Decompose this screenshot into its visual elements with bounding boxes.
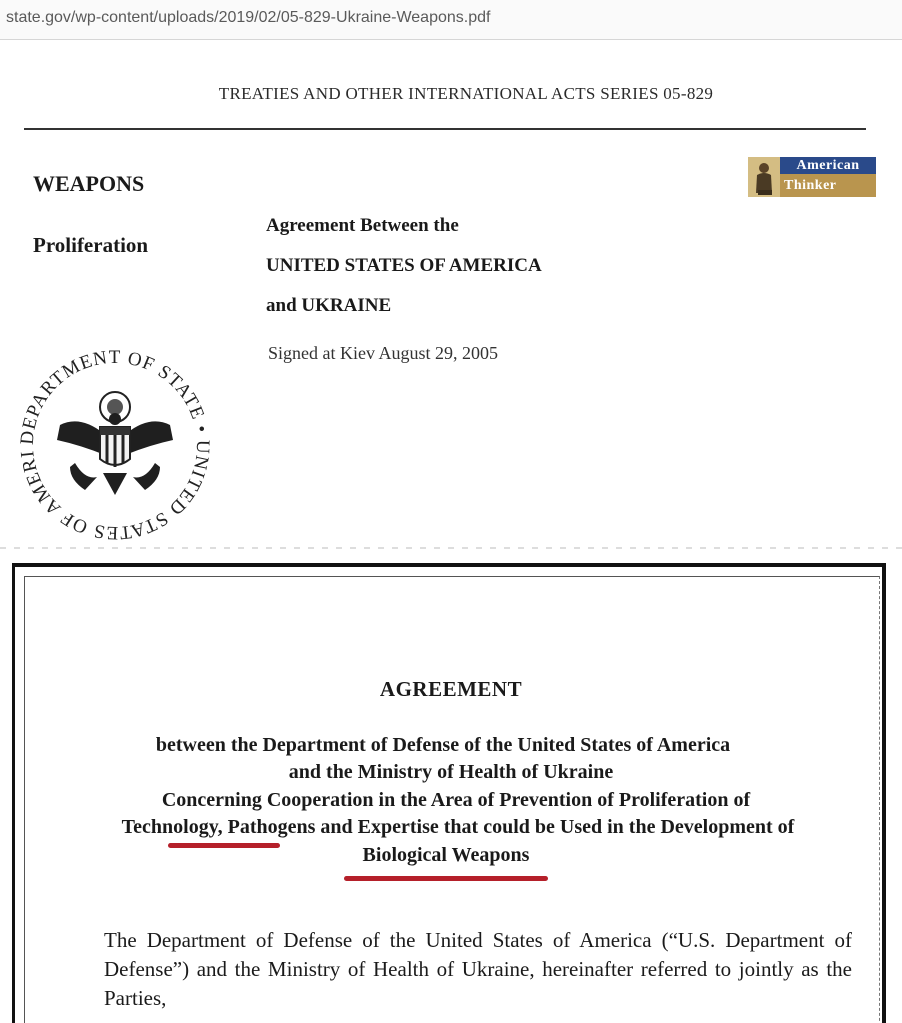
logo-figure-icon: [748, 157, 780, 197]
american-thinker-logo: [748, 157, 876, 197]
preamble-text: The Department of Defense of the United States of America (“U.S. Department of Defense”) and the Ministry of Health of Ukraine, hereinafter referred to jointly as the Parties,: [104, 928, 852, 1010]
logo-line-2: Thinker: [780, 174, 876, 197]
cover-title: [266, 212, 542, 332]
agreement-title: AGREEMENT: [379, 677, 523, 701]
pathogens-red-underline: [168, 843, 280, 848]
agreement-subtitle-2: and the Ministry of Health of Ukraine: [288, 761, 614, 783]
signed-date: Signed at Kiev August 29, 2005: [268, 343, 498, 363]
cover-line-1: Agreement Between the: [266, 215, 459, 236]
agreement-subtitle-1: between the Department of Defense of the United States of America: [155, 734, 731, 756]
scan-artifact-line: [0, 547, 902, 549]
svg-text:DEPARTMENT OF STATE • UNITED S: DEPARTMENT OF STATE • UNITED STATES OF AMERI: [16, 346, 214, 544]
department-of-state-seal: [10, 340, 220, 550]
address-bar[interactable]: [0, 0, 902, 40]
url-text: state.gov/wp-content/uploads/2019/02/05-829-Ukraine-Weapons.pdf: [6, 9, 491, 26]
category-label: WEAPONS: [33, 171, 145, 196]
biological-weapons-red-underline: [344, 876, 548, 881]
agreement-subtitle-5: Biological Weapons: [362, 844, 530, 866]
agreement-subtitle-3: Concerning Cooperation in the Area of Prevention of Proliferation of: [161, 789, 751, 811]
agreement-subtitle-4: Technology, Pathogens and Expertise that could be Used in the Development of: [121, 816, 795, 838]
series-header: TREATIES AND OTHER INTERNATIONAL ACTS SERIES 05-829: [218, 84, 714, 103]
header-rule: [24, 128, 866, 130]
subcategory-label: Proliferation: [33, 233, 149, 257]
cover-line-2: UNITED STATES OF AMERICA: [266, 255, 542, 276]
preamble-paragraph: [42, 926, 852, 1013]
logo-line-1: American: [780, 157, 876, 174]
cover-line-3: and UKRAINE: [266, 295, 392, 316]
